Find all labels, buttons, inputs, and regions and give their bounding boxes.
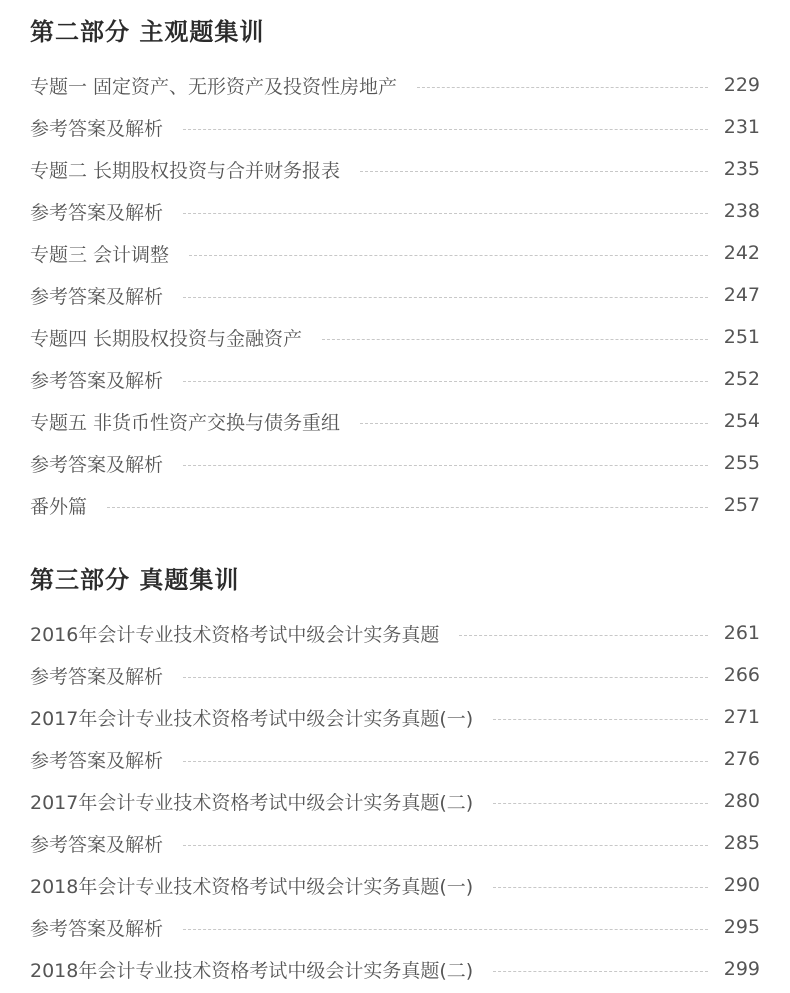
toc-entry[interactable]: [30, 316, 760, 358]
toc-entry-title: 专题四 长期股权投资与金融资产: [30, 327, 303, 350]
dotted-leader: [360, 171, 708, 172]
toc-entry[interactable]: [30, 484, 760, 526]
dotted-leader: [107, 507, 708, 508]
toc-entry[interactable]: [30, 864, 760, 906]
toc-entry-title: 专题一 固定资产、无形资产及投资性房地产: [30, 75, 398, 98]
dotted-leader: [183, 929, 708, 930]
toc-entry-title: 专题五 非货币性资产交换与债务重组: [30, 411, 341, 434]
dotted-leader: [183, 677, 708, 678]
toc-entry-page-number: 229: [723, 74, 760, 96]
toc-entry-title: 参考答案及解析: [30, 665, 164, 688]
toc-entry[interactable]: [30, 232, 760, 274]
toc-entry-title: 2018年会计专业技术资格考试中级会计实务真题(二): [30, 959, 474, 982]
toc-entry-page-number: 231: [723, 116, 760, 138]
dotted-leader: [183, 845, 708, 846]
toc-entry[interactable]: [30, 780, 760, 822]
toc-entry[interactable]: [30, 822, 760, 864]
dotted-leader: [360, 423, 708, 424]
toc-entry[interactable]: [30, 400, 760, 442]
toc-entry-title: 专题二 长期股权投资与合并财务报表: [30, 159, 341, 182]
toc-entry[interactable]: [30, 442, 760, 484]
toc-entry-page-number: 257: [723, 494, 760, 516]
toc-entry-page-number: 247: [723, 284, 760, 306]
toc-entry[interactable]: [30, 358, 760, 400]
toc-entry-title: 参考答案及解析: [30, 833, 164, 856]
toc-entry[interactable]: [30, 612, 760, 654]
toc-entry-page-number: 280: [723, 790, 760, 812]
toc-entry[interactable]: [30, 738, 760, 780]
toc-entry[interactable]: [30, 654, 760, 696]
toc-entry-title: 参考答案及解析: [30, 749, 164, 772]
dotted-leader: [183, 381, 708, 382]
dotted-leader: [459, 635, 707, 636]
toc-entry-page-number: 295: [723, 916, 760, 938]
toc-entry-title: 2017年会计专业技术资格考试中级会计实务真题(二): [30, 791, 474, 814]
dotted-leader: [493, 971, 708, 972]
dotted-leader: [183, 297, 708, 298]
toc-entry[interactable]: [30, 948, 760, 990]
toc-entry-title: 参考答案及解析: [30, 117, 164, 140]
toc-entry-page-number: 251: [723, 326, 760, 348]
toc-entry-page-number: 255: [723, 452, 760, 474]
toc-entry-title: 2018年会计专业技术资格考试中级会计实务真题(一): [30, 875, 474, 898]
toc-entry-page-number: 252: [723, 368, 760, 390]
dotted-leader: [493, 719, 708, 720]
toc-entry-page-number: 271: [723, 706, 760, 728]
toc-entry-page-number: 235: [723, 158, 760, 180]
part-three-section: [30, 562, 760, 990]
toc-entry[interactable]: [30, 148, 760, 190]
toc-entry[interactable]: [30, 64, 760, 106]
toc-entry-title: 番外篇: [30, 495, 88, 518]
dotted-leader: [493, 887, 708, 888]
toc-entry[interactable]: [30, 274, 760, 316]
toc-entry[interactable]: [30, 106, 760, 148]
toc-entry-title: 2016年会计专业技术资格考试中级会计实务真题: [30, 623, 440, 646]
toc-entry-page-number: 242: [723, 242, 760, 264]
toc-entry-title: 参考答案及解析: [30, 285, 164, 308]
toc-entry[interactable]: [30, 906, 760, 948]
toc-entry-page-number: 285: [723, 832, 760, 854]
part-two-title: 第二部分 主观题集训: [30, 18, 265, 46]
toc-entry-page-number: 261: [723, 622, 760, 644]
part-two-toc: [30, 64, 760, 526]
dotted-leader: [493, 803, 708, 804]
toc-entry-title: 专题三 会计调整: [30, 243, 170, 266]
toc-entry[interactable]: [30, 190, 760, 232]
dotted-leader: [183, 129, 708, 130]
part-three-title: 第三部分 真题集训: [30, 566, 240, 594]
dotted-leader: [183, 761, 708, 762]
toc-entry-page-number: 238: [723, 200, 760, 222]
toc-entry-title: 参考答案及解析: [30, 453, 164, 476]
toc-entry[interactable]: [30, 696, 760, 738]
part-two-section: [30, 14, 760, 526]
toc-entry-page-number: 276: [723, 748, 760, 770]
toc-entry-title: 参考答案及解析: [30, 917, 164, 940]
toc-entry-page-number: 299: [723, 958, 760, 980]
toc-entry-title: 参考答案及解析: [30, 369, 164, 392]
toc-entry-title: 2017年会计专业技术资格考试中级会计实务真题(一): [30, 707, 474, 730]
dotted-leader: [183, 213, 708, 214]
dotted-leader: [322, 339, 708, 340]
toc-entry-page-number: 254: [723, 410, 760, 432]
dotted-leader: [189, 255, 708, 256]
toc-entry-title: 参考答案及解析: [30, 201, 164, 224]
dotted-leader: [183, 465, 708, 466]
toc-entry-page-number: 290: [723, 874, 760, 896]
toc-entry-page-number: 266: [723, 664, 760, 686]
part-three-toc: [30, 612, 760, 990]
dotted-leader: [417, 87, 708, 88]
